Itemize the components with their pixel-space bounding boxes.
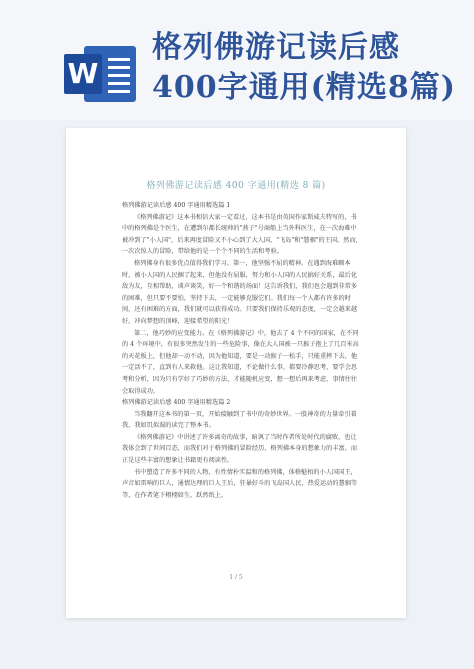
word-icon-line — [108, 58, 130, 61]
header-banner — [0, 0, 474, 120]
page-title — [152, 28, 472, 108]
document-body — [122, 200, 362, 501]
paragraph: 当我翻开这本书的第一页，开始接触到了书中的奇妙世界。一股神奇的力量牵引着我，我如饥似渴的读完了整本书。 — [122, 410, 357, 430]
paragraph: 书中塑造了许多不同的人物，有性情朴实温和的格列佛，体格魁梧的小人国国王，声音如雷响的巨人，通情达理的巨人王后，狂暴好斗的飞岛国人民，热爱运动的慧骃等等，在作者笔下栩栩如生，跃然纸上。 — [122, 468, 358, 499]
word-icon-line — [108, 90, 130, 93]
word-icon-line — [108, 66, 130, 69]
document-title: 格列佛游记读后感 400 字通用(精选 8 篇) — [146, 181, 326, 191]
word-icon-letter: W — [64, 54, 102, 94]
word-icon-line — [108, 74, 130, 77]
paragraph: 第二，他巧妙的应变能力。在《格列佛游记》中，他去了 4 个不同的国家，在不同的 4 个环境中，有很多突然发生的一些危险事，像在大人国被一只猴子抱上了几百米高的天花板上，但他却一动不动，因为他知道，要是一动猴子一松手，只能重摔下去，他一定活不了，直到有人来救他。这让我知道，不论做什么事，都要冷静思考，要学会思考和分析，因为只有学好了巧妙的方法，才能随机应变，想一想后再来考虑，事情往往会取得成功。 — [122, 329, 359, 395]
section-heading: 格列佛游记读后感 400 字通用精选篇 2 — [122, 399, 231, 407]
document-page — [66, 128, 406, 618]
title-line-1: 格列佛游记读后感 — [152, 30, 400, 65]
paragraph: 《格列佛游记》中讲述了许多离奇的故事，暗讽了当时作者所处时代的腐败，也让我体会到了世间百态，而我们对于格列佛的冒险经历，格列佛本身的想象力的丰富，而正是这些丰富的想象让书籍更有阅读性。 — [122, 433, 358, 465]
title-line-2: 400字通用(精选8篇) — [152, 70, 456, 105]
section-heading: 格列佛游记读后感 400 字通用精选篇 1 — [122, 202, 231, 209]
word-icon — [64, 44, 138, 104]
page-number: 1 / 5 — [229, 574, 243, 581]
word-icon-line — [108, 82, 130, 85]
paragraph: 《格列佛游记》这本书相信大家一定看过，这本书是由英国作家斯威夫特写的，书中的格列佛是个医生，在遭到尔都长统帅的"燕子"号商船上当外科医生，在一次海难中被冲到了"小人国"，后来再度冒险又不小心到了大人国、"飞岛"和"慧骃"的王国。然而，一次次惊人的冒险，带给他的是一个个不同的生活和考验。 — [122, 213, 362, 256]
paragraph: 格列佛身有很多优点值得我们学习。第一，他坚强不屈的精神。在遇到海难顺本时，被小人国的人民捆了起来，但他没有屈服，努力和小人国的人民搞好关系，最后化敌为友，互相帮助，谈声谈笑，好一个和谐的场面！这告诉我们，我们也会遇到非常多的困难，但只要不要怕，坚持下去，一定能够克服它们。我们每一个人都有许多的时间，还有困难的方面，我们就可以获得成功。只要我们保持乐观的态度，一定会越来越好，冲向梦想的顶峰，迎接希望的阳光！ — [122, 259, 358, 325]
